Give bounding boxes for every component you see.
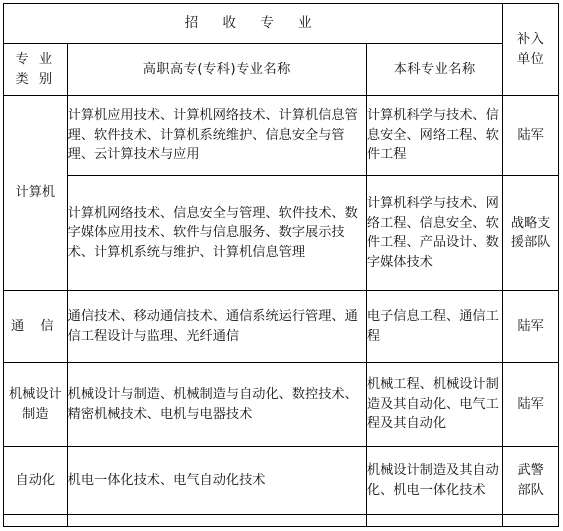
empty-cell <box>366 515 502 527</box>
row-bachelor-majors: 机械设计制造及其自动化、机电一体化技术 <box>366 447 502 515</box>
table-row <box>4 291 559 363</box>
row-category: 自动化 <box>4 447 68 515</box>
table-row <box>4 515 559 527</box>
row-bachelor-majors: 计算机科学与技术、信息安全、网络工程、软件工程 <box>366 96 502 176</box>
row-unit: 陆军 <box>503 96 559 176</box>
row-vocational-majors: 通信技术、移动通信技术、通信系统运行管理、通信工程设计与监理、光纤通信 <box>67 291 366 363</box>
majors-table <box>3 3 559 527</box>
row-vocational-majors: 计算机网络技术、信息安全与管理、软件技术、数字媒体应用技术、软件与信息服务、数字展示技术、计算机系统与维护、计算机信息管理 <box>67 176 366 291</box>
row-bachelor-majors: 电子信息工程、通信工程 <box>366 291 502 363</box>
column-header-row <box>4 44 559 96</box>
row-unit: 武警部队 <box>503 447 559 515</box>
row-vocational-majors: 计算机应用技术、计算机网络技术、计算机信息管理、软件技术、计算机系统维护、信息安全与管理、云计算技术与应用 <box>67 96 366 176</box>
row-bachelor-majors: 机械工程、机械设计制造及其自动化、电气工程及其自动化 <box>366 363 502 447</box>
supplement-unit-header: 补入单位 <box>503 4 559 96</box>
row-vocational-majors: 机电一体化技术、电气自动化技术 <box>67 447 366 515</box>
title-row <box>4 4 559 44</box>
row-category: 计算机 <box>4 96 68 291</box>
table-row <box>4 447 559 515</box>
vocational-major-header: 高职高专(专科)专业名称 <box>67 44 366 96</box>
row-unit: 陆军 <box>503 363 559 447</box>
row-category: 机械设计制造 <box>4 363 68 447</box>
table-title: 招 收 专 业 <box>4 4 503 44</box>
empty-cell <box>503 515 559 527</box>
table-row <box>4 176 559 291</box>
row-unit: 陆军 <box>503 291 559 363</box>
empty-cell <box>4 515 68 527</box>
category-header: 专 业 类 别 <box>4 44 68 96</box>
row-unit: 战略支援部队 <box>503 176 559 291</box>
row-bachelor-majors: 计算机科学与技术、网络工程、信息安全、软件工程、产品设计、数字媒体技术 <box>366 176 502 291</box>
bachelor-major-header: 本科专业名称 <box>366 44 502 96</box>
empty-cell <box>67 515 366 527</box>
table-row <box>4 96 559 176</box>
row-vocational-majors: 机械设计与制造、机械制造与自动化、数控技术、精密机械技术、电机与电器技术 <box>67 363 366 447</box>
row-category: 通 信 <box>4 291 68 363</box>
table-row <box>4 363 559 447</box>
